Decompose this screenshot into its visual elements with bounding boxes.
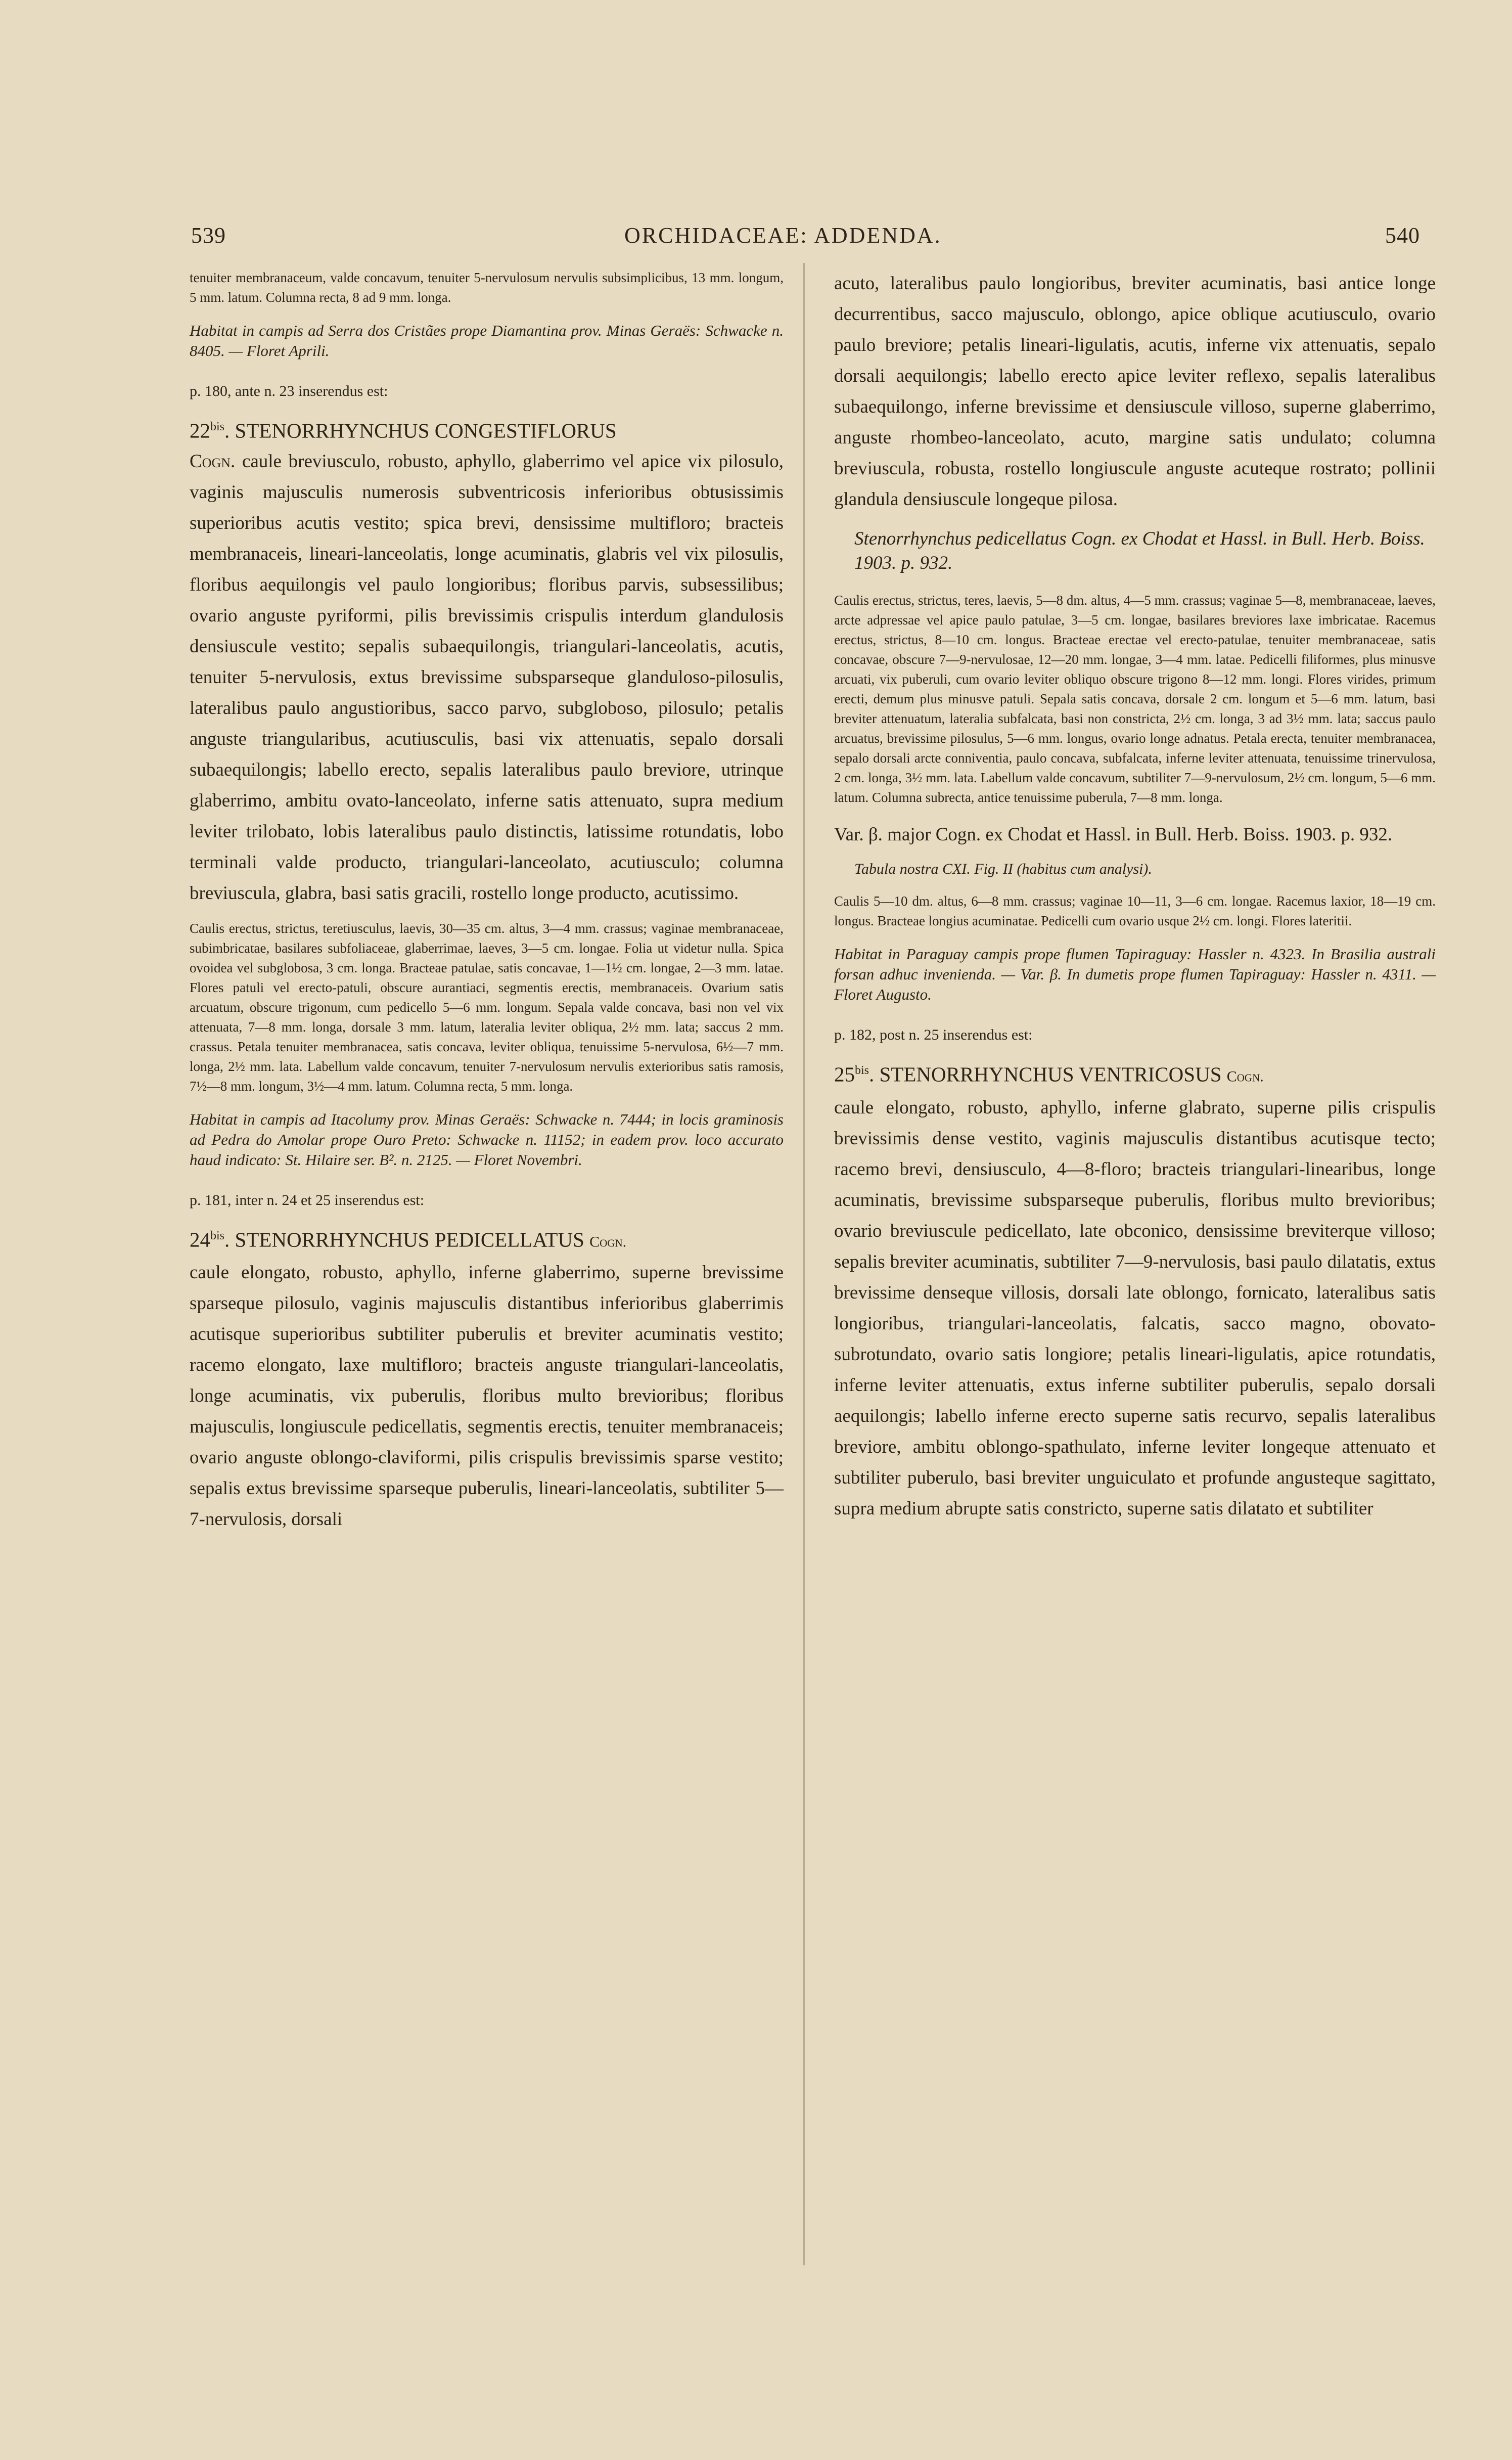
insertion-note: p. 182, post n. 25 inserendus est: xyxy=(834,1026,1033,1043)
species-number: 24 xyxy=(190,1228,210,1251)
synonym-citation: Stenorrhynchus pedicellatus Cogn. ex Chodat et Hassl. in Bull. Herb. Boiss. 1903. p. 932. xyxy=(854,528,1425,573)
species-suffix: bis xyxy=(210,420,225,433)
page-fold xyxy=(803,263,805,2265)
species-name: . STENORRHYNCHUS VENTRICOSUS xyxy=(869,1062,1222,1086)
insertion-note: p. 180, ante n. 23 inserendus est: xyxy=(190,383,388,399)
habitat-note: Habitat in campis ad Itacolumy prov. Minas Geraës: Schwacke n. 7444; in locis graminosis ad Pedra do Amolar prope Ouro Preto: Schwacke n. 11152; in eadem prov. loco accurato haud indicato: St. Hilaire ser. B². n. 2125. — Floret Novembri. xyxy=(190,1110,784,1169)
running-title: ORCHIDACEAE: ADDENDA. xyxy=(624,223,942,248)
species-name: . STENORRHYNCHUS CONGESTIFLORUS xyxy=(224,419,617,442)
author-abbrev: Cogn. xyxy=(1226,1068,1264,1085)
habitat-note: Habitat in campis ad Serra dos Cristães prope Diamantina prov. Minas Geraës: Schwacke n. 8405. — Floret Aprili. xyxy=(190,322,784,360)
species-suffix: bis xyxy=(855,1064,869,1077)
insertion-note: p. 181, inter n. 24 et 25 inserendus est: xyxy=(190,1191,425,1209)
description-text: caule breviusculo, robusto, aphyllo, glaberrimo vel apice vix pilosulo, vaginis majusculis numerosis subventricosis inferioribus obtusissimis superioribus acutis vestito; spica brevi, densissime multifloro; bracteis membranaceis, lineari-lanceolatis, longe acuminatis, glabris vel vix pilosulis, floribus aequilongis vel paulo longioribus; floribus parvis, subsessilibus; ovario anguste pyriformi, pilis brevissimis crispulis interdum glandulosis densiuscule vestito; sepalis subaequilongis, triangulari-lanceolatis, acutis, tenuiter 5-nervulosis, extus brevissime subsparseque glanduloso-pilosulis, lateralibus paulo angustioribus, sacco parvo, subgloboso, pilosulo; petalis anguste triangularibus, acutiusculis, basi vix attenuatis, sepalo dorsali subaequilongis; labello erecto, sepalis lateralibus paulo breviore, utrinque glaberrimo, ambitu ovato-lanceolato, inferne satis attenuato, supra medium leviter trilobato, lobis lateralibus paulo distinctis, latissime rotundatis, lobo terminali valde producto, triangulari-lanceolato, acutiusculo; columna breviuscula, glabra, basi satis gracili, rostello longe producto, acutissimo. xyxy=(190,451,784,904)
detail-paragraph: Caulis 5—10 dm. altus, 6—8 mm. crassus; vaginae 10—11, 3—6 cm. longae. Racemus laxior, 18—19 cm. longus. Bracteae longius acuminatae. Pedicelli cum ovario usque 2½ cm. longi. Flores lateritii. xyxy=(834,893,1436,928)
carryover-text-left: tenuiter membranaceum, valde concavum, tenuiter 5-nervulosum nervulis subsimplicibus, 13 mm. longum, 5 mm. latum. Columna recta, 8 ad 9 mm. longa. xyxy=(190,270,784,305)
right-column xyxy=(834,268,1436,1534)
species-description: caule elongato, robusto, aphyllo, inferne glaberrimo, superne brevissime sparseque pilosulo, vaginis majusculis distantibus inferioribus glaberrimis acutisque superioribus subtiliter puberulis et breviter acuminatis vestito; racemo elongato, laxe multifloro; bracteis anguste triangulari-lanceolatis, longe acuminatis, vix puberulis, floribus multo brevioribus; floribus majusculis, longiuscule pedicellatis, segmentis erectis, tenuiter membranaceis; ovario anguste oblongo-claviformi, pilis crispulis brevissimis sparse vestito; sepalis extus brevissime sparseque puberulis, lineari-lanceolatis, subtiliter 5—7-nervulosis, dorsali xyxy=(190,1262,784,1530)
species-heading xyxy=(190,412,784,446)
species-name: . STENORRHYNCHUS PEDICELLATUS xyxy=(224,1228,584,1251)
species-description: caule elongato, robusto, aphyllo, inferne glabrato, superne pilis crispulis brevissimis dense vestito, vaginis majusculis distantibus acutisque tecto; racemo brevi, densiusculo, 4—8-floro; bracteis triangulari-linearibus, longe acuminatis, brevissime subsparseque puberulis, floribus multo brevioribus; ovario breviuscule pedicellato, late obconico, densissime breviterque villoso; sepalis breviter acuminatis, subtiliter 7—9-nervulosis, basi paulo dilatatis, extus brevissime denseque villosis, dorsali late oblongo, fornicato, lateralibus satis longioribus, triangulari-lanceolatis, falcatis, sacco magno, obovato-subrotundato, ovario satis longiore; petalis lineari-ligulatis, apice rotundatis, inferne leviter attenuatis, extus inferne subtiliter puberulis, sepalo dorsali aequilongis; labello inferne erecto superne satis recurvo, sepalis lateralibus breviore, ambitu oblongo-spathulato, inferne leviter longeque attenuato et subtiliter puberulo, basi breviter unguiculato et profunde angusteque sagittato, supra medium abrupte satis constricto, superne satis dilatato et subtiliter xyxy=(834,1097,1436,1519)
author-abbrev: Cogn. xyxy=(589,1233,627,1250)
left-column xyxy=(190,268,784,1545)
plate-reference: Tabula nostra CXI. Fig. II (habitus cum analysi). xyxy=(854,861,1152,877)
variety-heading: Var. β. major Cogn. ex Chodat et Hassl. in Bull. Herb. Boiss. 1903. p. 932. xyxy=(834,824,1393,845)
species-heading xyxy=(190,1221,784,1258)
species-suffix: bis xyxy=(210,1229,225,1242)
species-heading xyxy=(834,1055,1436,1092)
species-description xyxy=(190,446,784,909)
species-number: 25 xyxy=(834,1062,855,1086)
author-abbrev: Cogn. xyxy=(190,451,236,472)
habitat-note: Habitat in Paraguay campis prope flumen Tapiraguay: Hassler n. 4323. In Brasilia australi forsan adhuc invenienda. — Var. β. In dumetis prope flumen Tapiraguay: Hassler n. 4311. — Floret Augusto. xyxy=(834,945,1436,1003)
page-number-right: 540 xyxy=(1385,223,1420,248)
detail-paragraph: Caulis erectus, strictus, teres, laevis, 5—8 dm. altus, 4—5 mm. crassus; vaginae 5—8, membranaceae, laeves, arcte adpressae vel apice paulo patulae, 3—5 cm. longae, basilares breviores laxe imbricatae. Racemus erectus, strictus, 8—10 cm. longus. Bracteae erectae vel erecto-patulae, tenuiter membranaceae, satis concavae, obscure 7—9-nervulosae, 12—20 mm. longae, 3—4 mm. latae. Pedicelli filiformes, plus minusve arcuati, vix puberuli, cum ovario leviter obliquo obscure trigono 8—12 mm. longi. Flores virides, primum erecti, demum plus minusve patuli. Sepala satis concava, dorsale 2 cm. longum et 5—6 mm. latum, basi breviter attenuatum, lateralia subfalcata, basi non constricta, 2½ cm. longa, 3 ad 3½ mm. lata; saccus paulo arcuatus, brevissime pilosulus, 5—6 mm. longus, ovario longe adnatus. Petala erecta, tenuiter membranacea, sepalo dorsali arcte conniventia, paulo concava, subfalcata, inferne leviter attenuata, tenuissime trinervulosa, 2 cm. longa, 3½ mm. lata. Labellum valde concavum, subtiliter 7—9-nervulosum, 2½ cm. longum, 5—6 mm. latum. Columna subrecta, antice tenuissime puberula, 7—8 mm. longa. xyxy=(834,593,1436,805)
detail-paragraph: Caulis erectus, strictus, teretiusculus, laevis, 30—35 cm. altus, 3—4 mm. crassus; vaginae membranaceae, subimbricatae, basilares subfoliaceae, glaberrimae, laeves, 3—5 cm. longae. Folia ut videtur nulla. Spica ovoidea vel subglobosa, 3 cm. longa. Bracteae patulae, satis concavae, 1—1½ cm. longae, 2—3 mm. latae. Flores patuli vel erecto-patuli, obscure aurantiaci, segmentis erectis, membranaceis. Ovarium satis arcuatum, obscure trigonum, cum pedicello 5—6 mm. longum. Sepala valde concava, basi non vel vix attenuata, 7—8 mm. longa, dorsale 3 mm. latum, lateralia leviter obliqua, 2½ mm. lata; saccus 2 mm. crassus. Petala tenuiter membranacea, satis concava, leviter obliqua, tenuissime 5-nervulosa, 6½—7 mm. longa, 2½ mm. lata. Labellum valde concavum, tenuiter 7-nervulosum nervulis exterioribus satis ramosis, 7½—8 mm. longum, 3½—4 mm. latum. Columna recta, 5 mm. longa. xyxy=(190,920,784,1094)
page-number-left: 539 xyxy=(191,223,226,248)
carryover-text-right: acuto, lateralibus paulo longioribus, breviter acuminatis, basi antice longe decurrentibus, sacco majusculo, oblongo, apice oblique acutiusculo, ovario paulo breviore; petalis lineari-ligulatis, acutis, inferne vix attenuatis, sepalo dorsali aequilongis; labello erecto apice leviter reflexo, sepalis lateralibus subaequilongo, inferne brevissime et densiuscule villoso, superne glaberrimo, anguste rhombeo-lanceolato, acuto, margine satis undulato; columna breviuscula, robusta, rostello longiuscule anguste acuteque rostrato; pollinii glandula densiuscule longeque pilosa. xyxy=(834,273,1436,510)
species-number: 22 xyxy=(190,419,210,442)
